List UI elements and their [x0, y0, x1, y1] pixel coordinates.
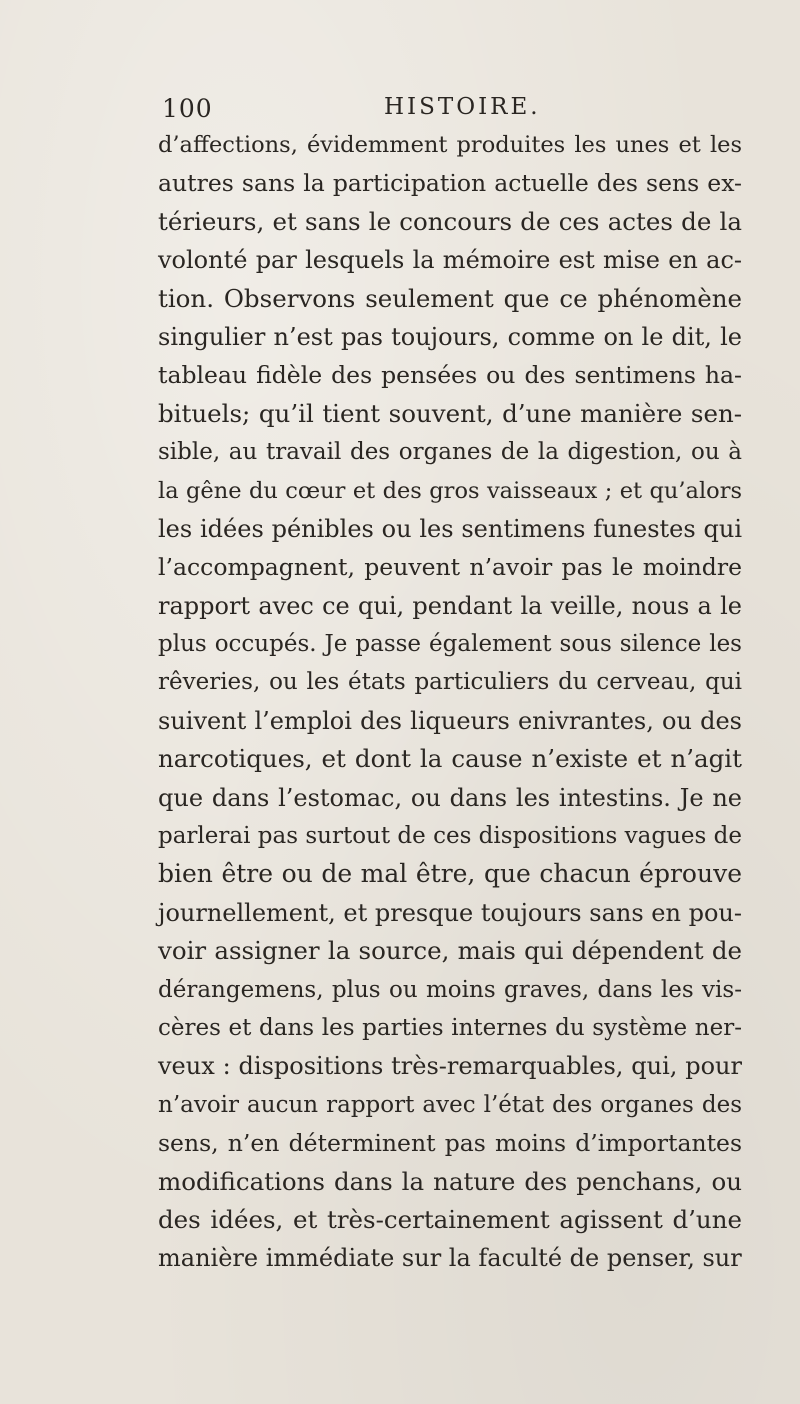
text-line: l’accompagnent, peuvent n’avoir pas le moindre — [158, 553, 742, 582]
text-line: voir assigner la source, mais qui dépendent de — [158, 936, 742, 966]
text-line: tion. Observons seulement que ce phénomène — [158, 283, 742, 313]
text-line: narcotiques, et dont la cause n’existe et n’agit — [158, 744, 742, 774]
text-line: la gêne du cœur et des gros vaisseaux ; et qu’alors — [158, 477, 742, 504]
text-line: rapport avec ce qui, pendant la veille, nous a le — [158, 591, 742, 620]
text-line: cères et dans les parties internes du système ner- — [158, 1014, 742, 1041]
text-line: sible, au travail des organes de la digestion, ou à — [158, 439, 742, 466]
text-line: tableau fidèle des pensées ou des sentimens ha- — [158, 361, 742, 390]
running-head: HISTOIRE. — [384, 94, 541, 120]
text-line: des idées, et très-certainement agissent d’une — [158, 1204, 742, 1234]
body-text — [158, 126, 742, 1278]
text-line: les idées pénibles ou les sentimens funestes qui — [158, 514, 742, 543]
text-line: modifications dans la nature des penchans, ou — [158, 1166, 742, 1196]
text-line: que dans l’estomac, ou dans les intestins. Je ne — [158, 783, 742, 812]
text-line: dérangemens, plus ou moins graves, dans les vis- — [158, 976, 742, 1003]
text-line: rêveries, ou les états particuliers du cerveau, qui — [158, 669, 742, 696]
text-line: bituels; qu’il tient souvent, d’une manière sen- — [158, 398, 742, 428]
text-line: autres sans la participation actuelle des sens ex- — [158, 169, 742, 198]
text-line: veux : dispositions très-remarquables, qui, pour — [158, 1052, 742, 1081]
text-line: sens, n’en déterminent pas moins d’importantes — [158, 1129, 742, 1158]
text-line: manière immédiate sur la faculté de penser, sur — [158, 1244, 742, 1273]
text-line: parlerai pas surtout de ces dispositions vagues de — [158, 823, 742, 850]
text-line: singulier n’est pas toujours, comme on le dit, le — [158, 322, 742, 351]
text-line: plus occupés. Je passe également sous silence les — [158, 631, 742, 658]
page-number: 100 — [162, 94, 213, 123]
text-line: volonté par lesquels la mémoire est mise en ac- — [158, 246, 742, 275]
text-line: n’avoir aucun rapport avec l’état des organes des — [158, 1091, 742, 1118]
text-line: suivent l’emploi des liqueurs enivrantes, ou des — [158, 706, 742, 735]
text-line: bien être ou de mal être, que chacun éprouve — [158, 859, 742, 889]
text-line: térieurs, et sans le concours de ces actes de la — [158, 206, 742, 236]
text-line: d’affections, évidemment produites les unes et les — [158, 132, 742, 158]
text-line: journellement, et presque toujours sans en pou- — [158, 898, 742, 927]
page-header — [162, 94, 722, 130]
